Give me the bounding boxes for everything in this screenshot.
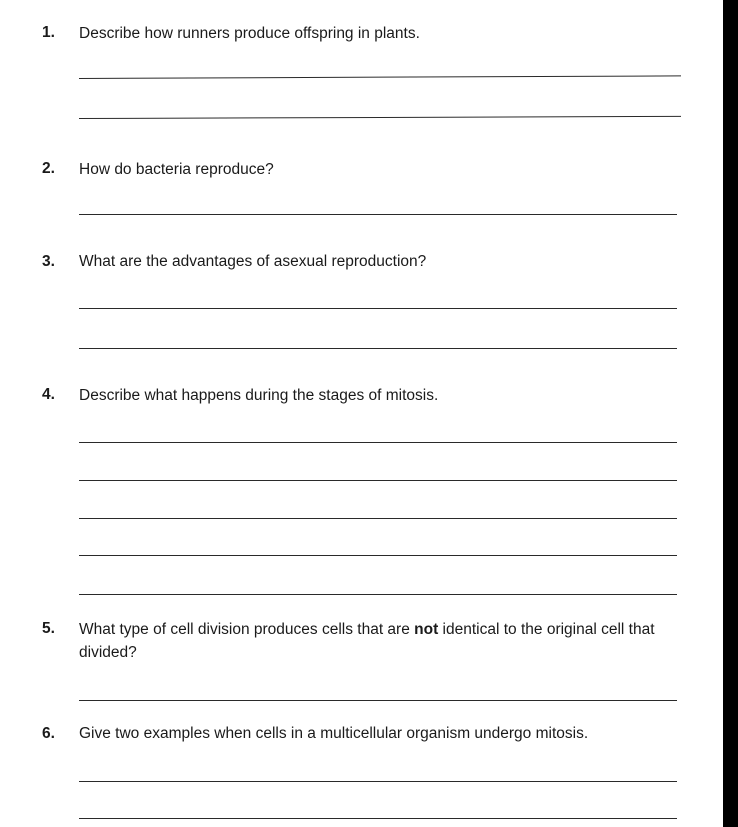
answer-line[interactable] bbox=[79, 781, 677, 782]
answer-line[interactable] bbox=[79, 214, 677, 215]
question-text: Describe what happens during the stages of mitosis. bbox=[79, 387, 439, 404]
question-text: What are the advantages of asexual reproduction? bbox=[79, 253, 427, 270]
question-text: Give two examples when cells in a multicellular organism undergo mitosis. bbox=[79, 725, 589, 742]
question-text-emphasis: not bbox=[414, 621, 439, 638]
answer-line[interactable] bbox=[79, 700, 677, 701]
question-number: 5. bbox=[42, 620, 55, 637]
answer-line[interactable] bbox=[79, 442, 677, 443]
question-text-part: identical to the original cell that divided? bbox=[79, 621, 655, 661]
answer-line[interactable] bbox=[79, 116, 681, 119]
question-number: 1. bbox=[42, 24, 55, 41]
scan-edge-border bbox=[723, 0, 738, 827]
answer-line[interactable] bbox=[79, 348, 677, 349]
answer-line[interactable] bbox=[79, 308, 677, 309]
answer-line[interactable] bbox=[79, 480, 677, 481]
question-text-part: What type of cell division produces cells that are bbox=[79, 621, 415, 638]
answer-line[interactable] bbox=[79, 594, 677, 595]
question-number: 3. bbox=[42, 253, 55, 270]
answer-line[interactable] bbox=[79, 75, 681, 79]
question-text: Describe how runners produce offspring in plants. bbox=[79, 25, 420, 42]
answer-line[interactable] bbox=[79, 518, 677, 519]
question-number: 4. bbox=[42, 386, 55, 403]
answer-line[interactable] bbox=[79, 555, 677, 556]
answer-line[interactable] bbox=[79, 818, 677, 819]
question-text: How do bacteria reproduce? bbox=[79, 161, 274, 178]
question-text bbox=[79, 618, 679, 664]
question-number: 6. bbox=[42, 725, 55, 742]
question-number: 2. bbox=[42, 160, 55, 177]
